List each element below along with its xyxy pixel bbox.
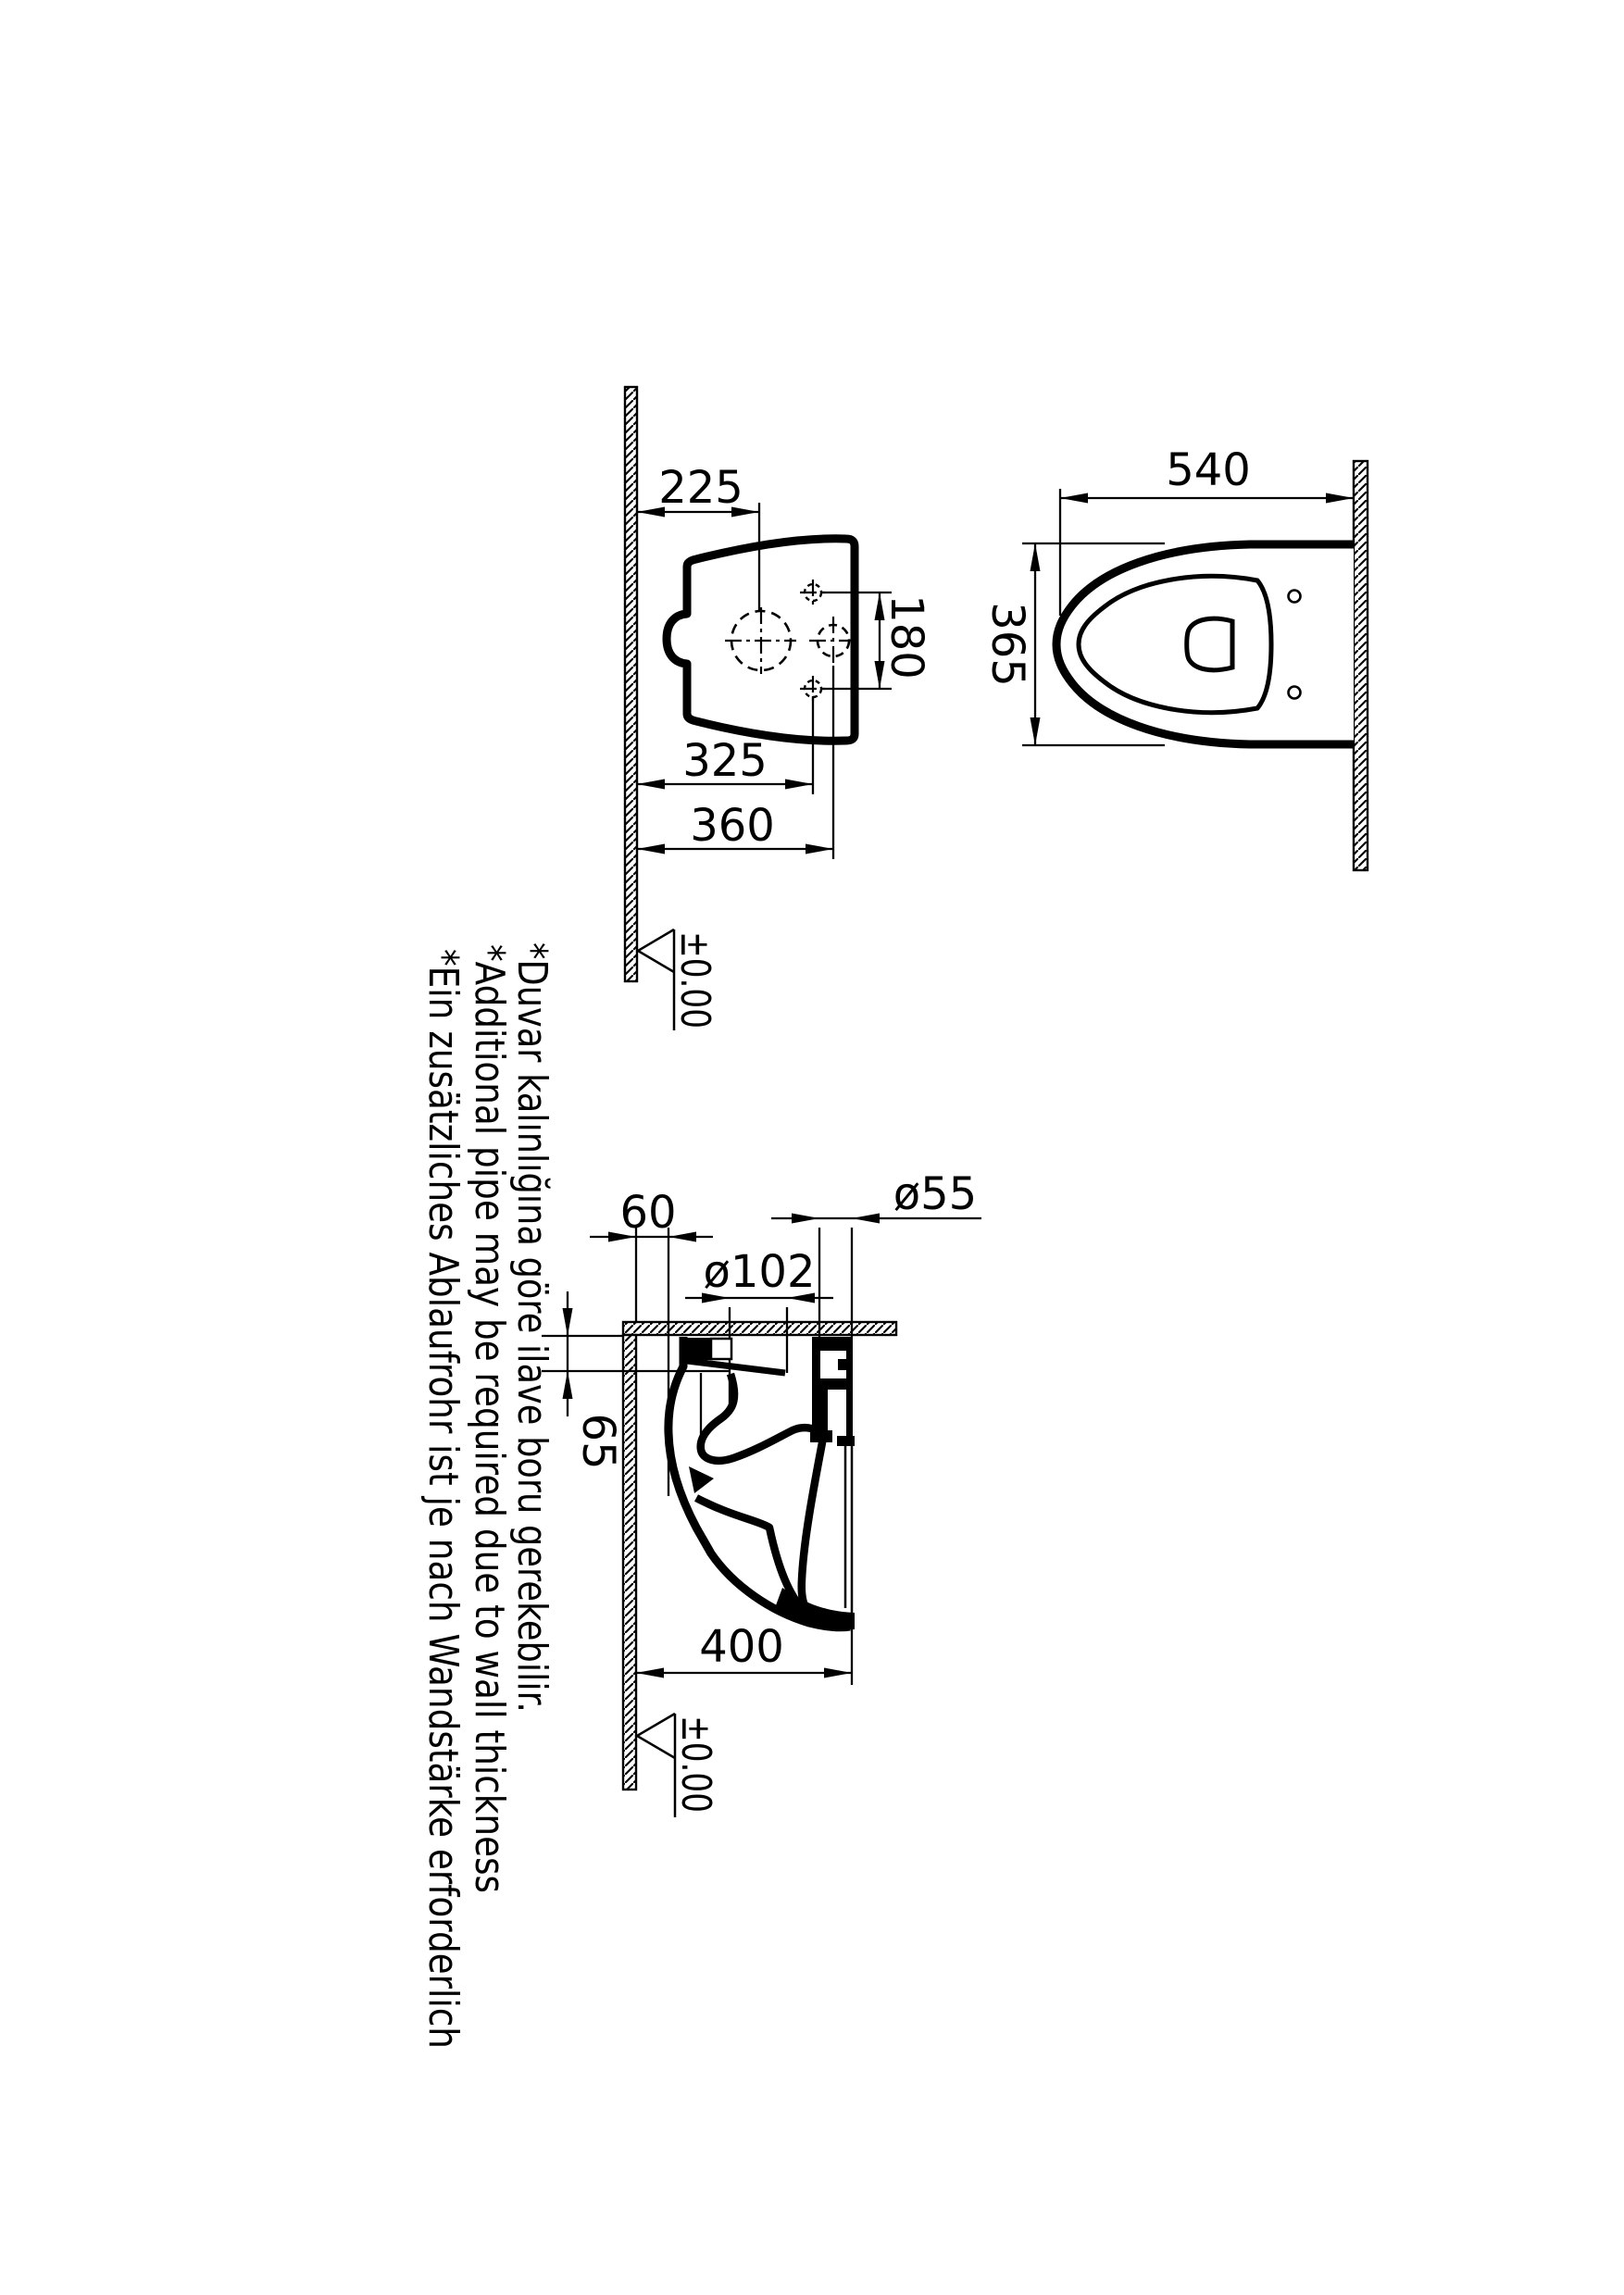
side-floor-hatch bbox=[623, 1335, 636, 1790]
rear-view bbox=[625, 387, 932, 1056]
dim-180-label: 180 bbox=[881, 594, 932, 680]
dim-365-label: 365 bbox=[981, 602, 1033, 687]
note-line-3: *Ein zusätzliches Ablaufrohr ist je nach Wandstärke erforderlich bbox=[419, 949, 467, 2244]
notes bbox=[419, 942, 556, 2244]
side-level-marker bbox=[637, 1714, 675, 1817]
seat-hole-bottom bbox=[1289, 687, 1301, 699]
dim-400-label: 400 bbox=[699, 1621, 784, 1673]
dim-225-label: 225 bbox=[658, 462, 743, 514]
dim-325-label: 325 bbox=[682, 735, 768, 787]
flush-pipe-window bbox=[711, 1339, 731, 1359]
note-line-2: *Additional pipe may be required due to wall thickness bbox=[466, 944, 513, 2063]
toilet-section bbox=[668, 1337, 855, 1629]
top-wall-hatch bbox=[1354, 461, 1368, 870]
flush-pipe-cut bbox=[685, 1338, 711, 1360]
side-wall-hatch bbox=[623, 1322, 896, 1335]
rear-level-label: ±0.00 bbox=[671, 931, 718, 1056]
dim-60-label: 60 bbox=[619, 1187, 677, 1239]
rear-level-marker bbox=[638, 929, 674, 1030]
dim-540-label: 540 bbox=[1166, 444, 1251, 496]
section-foot-pad bbox=[689, 1466, 714, 1493]
dim-360-label: 360 bbox=[690, 800, 775, 852]
seat-hole-top bbox=[1289, 591, 1301, 603]
side-level-label: ±0.00 bbox=[672, 1715, 719, 1840]
drain-spigot bbox=[810, 1337, 855, 1446]
top-view bbox=[981, 444, 1368, 870]
side-view bbox=[542, 1168, 981, 1840]
dim-55-label: ø55 bbox=[893, 1168, 978, 1220]
note-line-1: *Duvar kalınlığına göre ilave boru gerekebilir. bbox=[508, 942, 556, 1865]
dim-65-label: 65 bbox=[572, 1413, 624, 1470]
rear-wall-hatch bbox=[625, 387, 637, 981]
section-trap-curve bbox=[701, 1374, 823, 1610]
dim-102-label: ø102 bbox=[703, 1246, 816, 1298]
